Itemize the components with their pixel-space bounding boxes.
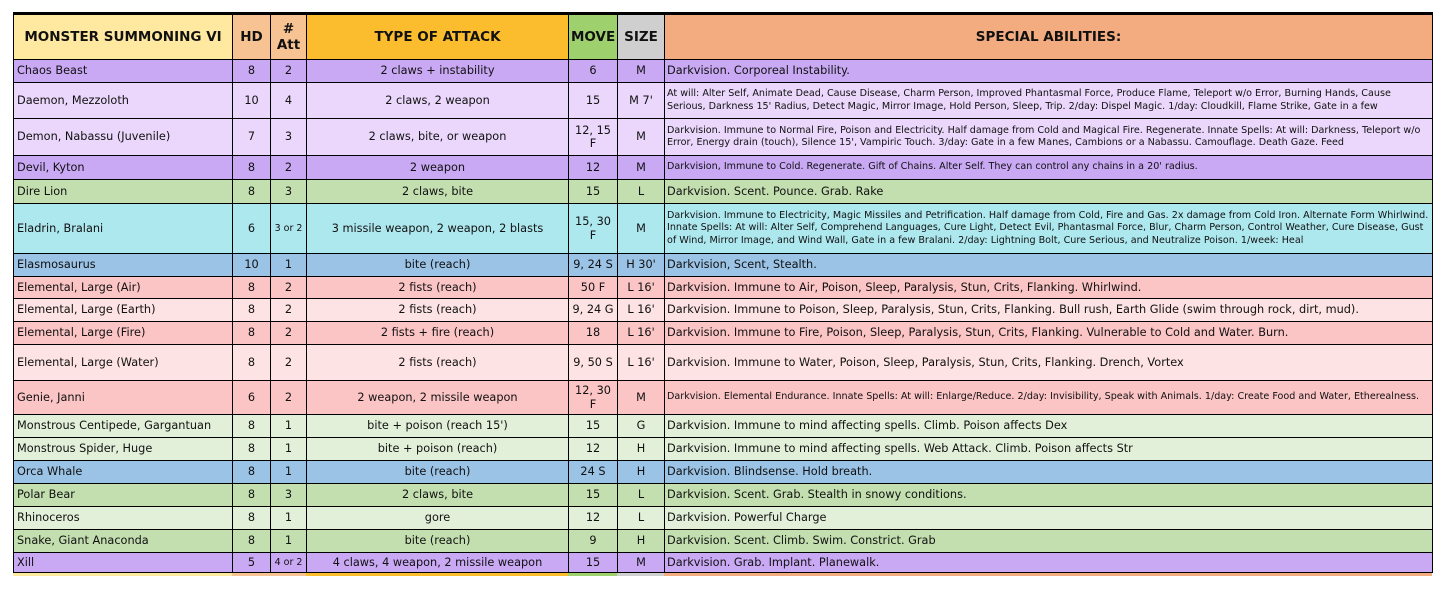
special-abilities-cell: Darkvision, Scent, Stealth.: [665, 254, 1433, 277]
attacks-cell: 2: [271, 381, 307, 415]
table-row: [14, 461, 1433, 484]
special-abilities-cell: Darkvision. Scent. Grab. Stealth in snowy conditions.: [665, 484, 1433, 507]
type-of-attack-cell: 2 fists (reach): [307, 277, 569, 299]
special-abilities-cell: Darkvision. Immune to Normal Fire, Poison and Electricity. Half damage from Cold and Magical Fire. Regenerate. Innate Spells: At will: Darkness, Teleport w/o Error, Energy drain (touch), Silence 15', Vampiric Touch. 3/day: Gate in a few Manes, Cambions or a Nabassu. Camouflage. Death Gaze. Feed: [665, 119, 1433, 156]
table-row: [14, 484, 1433, 507]
type-of-attack-cell: 4 claws, 4 weapon, 2 missile weapon: [307, 553, 569, 573]
size-cell: M 7': [618, 83, 665, 119]
hd-cell: 8: [233, 530, 271, 553]
table-row: [14, 507, 1433, 530]
type-of-attack-cell: 2 fists (reach): [307, 299, 569, 322]
move-cell: 6: [569, 60, 618, 83]
type-of-attack-cell: bite + poison (reach): [307, 438, 569, 461]
attacks-cell: 4 or 2: [271, 553, 307, 573]
type-of-attack-cell: 2 claws + instability: [307, 60, 569, 83]
size-cell: H: [618, 438, 665, 461]
table-row: [14, 415, 1433, 438]
table-row: [14, 156, 1433, 180]
special-abilities-cell: Darkvision. Immune to Air, Poison, Sleep, Paralysis, Stun, Crits, Flanking. Whirlwind.: [665, 277, 1433, 299]
table-row: [14, 254, 1433, 277]
monster-name-cell: Elemental, Large (Earth): [14, 299, 233, 322]
table-row: [14, 119, 1433, 156]
move-cell: 12, 30 F: [569, 381, 618, 415]
header-size: SIZE: [618, 14, 665, 60]
size-cell: M: [618, 553, 665, 573]
header-hd: HD: [233, 14, 271, 60]
move-cell: 9: [569, 530, 618, 553]
type-of-attack-cell: 2 weapon, 2 missile weapon: [307, 381, 569, 415]
type-of-attack-cell: 2 claws, bite: [307, 484, 569, 507]
special-abilities-cell: Darkvision. Immune to Fire, Poison, Sleep, Paralysis, Stun, Crits, Flanking. Vulnerable to Cold and Water. Burn.: [665, 322, 1433, 345]
size-cell: M: [618, 60, 665, 83]
type-of-attack-cell: 2 claws, bite, or weapon: [307, 119, 569, 156]
move-cell: 18: [569, 322, 618, 345]
attacks-cell: 1: [271, 461, 307, 484]
monster-name-cell: Eladrin, Bralani: [14, 204, 233, 254]
hd-cell: 8: [233, 322, 271, 345]
table-row: [14, 553, 1433, 573]
header-special-abilities: SPECIAL ABILITIES:: [665, 14, 1433, 60]
header-attacks: # Att: [271, 14, 307, 60]
size-cell: H: [618, 461, 665, 484]
move-cell: 9, 24 S: [569, 254, 618, 277]
bottom-color-strip: [13, 573, 1432, 576]
header-monster-name: MONSTER SUMMONING VI: [14, 14, 233, 60]
table-row: [14, 322, 1433, 345]
monster-summoning-table: [13, 12, 1433, 573]
table-row: [14, 277, 1433, 299]
monster-name-cell: Dire Lion: [14, 180, 233, 204]
attacks-cell: 2: [271, 277, 307, 299]
hd-cell: 5: [233, 553, 271, 573]
monster-name-cell: Devil, Kyton: [14, 156, 233, 180]
attacks-cell: 3: [271, 180, 307, 204]
special-abilities-cell: Darkvision. Scent. Pounce. Grab. Rake: [665, 180, 1433, 204]
special-abilities-cell: Darkvision. Immune to mind affecting spells. Web Attack. Climb. Poison affects Str: [665, 438, 1433, 461]
size-cell: M: [618, 119, 665, 156]
hd-cell: 8: [233, 484, 271, 507]
special-abilities-cell: Darkvision. Immune to mind affecting spells. Climb. Poison affects Dex: [665, 415, 1433, 438]
table-body: [14, 60, 1433, 573]
hd-cell: 8: [233, 180, 271, 204]
attacks-cell: 1: [271, 415, 307, 438]
size-cell: L 16': [618, 322, 665, 345]
hd-cell: 7: [233, 119, 271, 156]
special-abilities-cell: Darkvision. Immune to Poison, Sleep, Paralysis, Stun, Crits, Flanking. Bull rush, Earth Glide (swim through rock, dirt, mud).: [665, 299, 1433, 322]
move-cell: 15: [569, 83, 618, 119]
attacks-cell: 3 or 2: [271, 204, 307, 254]
header-row: [14, 14, 1433, 60]
size-cell: L: [618, 507, 665, 530]
move-cell: 12: [569, 438, 618, 461]
size-cell: G: [618, 415, 665, 438]
type-of-attack-cell: 2 fists (reach): [307, 345, 569, 381]
hd-cell: 10: [233, 83, 271, 119]
type-of-attack-cell: 2 weapon: [307, 156, 569, 180]
move-cell: 9, 24 G: [569, 299, 618, 322]
hd-cell: 8: [233, 438, 271, 461]
table-row: [14, 530, 1433, 553]
header-move: MOVE: [569, 14, 618, 60]
move-cell: 50 F: [569, 277, 618, 299]
type-of-attack-cell: 2 claws, bite: [307, 180, 569, 204]
monster-name-cell: Genie, Janni: [14, 381, 233, 415]
hd-cell: 8: [233, 507, 271, 530]
type-of-attack-cell: bite (reach): [307, 461, 569, 484]
type-of-attack-cell: 3 missile weapon, 2 weapon, 2 blasts: [307, 204, 569, 254]
size-cell: M: [618, 381, 665, 415]
special-abilities-cell: Darkvision. Elemental Endurance. Innate Spells: At will: Enlarge/Reduce. 2/day: Invisibility, Speak with Animals. 1/day: Create Food and Water, Etherealness.: [665, 381, 1433, 415]
move-cell: 15, 30 F: [569, 204, 618, 254]
attacks-cell: 3: [271, 119, 307, 156]
size-cell: L 16': [618, 345, 665, 381]
size-cell: M: [618, 204, 665, 254]
hd-cell: 6: [233, 381, 271, 415]
monster-name-cell: Xill: [14, 553, 233, 573]
size-cell: H 30': [618, 254, 665, 277]
table-row: [14, 60, 1433, 83]
special-abilities-cell: Darkvision. Immune to Electricity, Magic Missiles and Petrification. Half damage from Cold, Fire and Gas. 2x damage from Cold Iron. Alternate Form Whirlwind. Innate Spells: At will: Alter Self, Comprehend Languages, Cure Light, Detect Evil, Phantasmal Force, Blur, Charm Person, Control Weather, Cure Disease, Gust of Wind, Mirror Image, and Wind Wall, Gate in a few Bralani. 2/day: Lightning Bolt, Cure Serious, and Neutralize Poison. 1/week: Heal: [665, 204, 1433, 254]
special-abilities-cell: Darkvision. Powerful Charge: [665, 507, 1433, 530]
attacks-cell: 2: [271, 322, 307, 345]
size-cell: L 16': [618, 277, 665, 299]
type-of-attack-cell: 2 claws, 2 weapon: [307, 83, 569, 119]
monster-name-cell: Demon, Nabassu (Juvenile): [14, 119, 233, 156]
special-abilities-cell: Darkvision, Immune to Cold. Regenerate. Gift of Chains. Alter Self. They can control any chains in a 20' radius.: [665, 156, 1433, 180]
special-abilities-cell: At will: Alter Self, Animate Dead, Cause Disease, Charm Person, Improved Phantasmal Force, Produce Flame, Teleport w/o Error, Burning Hands, Cause Serious, Darkness 15' Radius, Detect Magic, Mirror Image, Hold Person, Sleep, Trip. 2/day: Dispel Magic. 1/day: Cloudkill, Flame Strike, Gate in a few: [665, 83, 1433, 119]
move-cell: 12, 15 F: [569, 119, 618, 156]
move-cell: 15: [569, 553, 618, 573]
monster-name-cell: Snake, Giant Anaconda: [14, 530, 233, 553]
header-type-of-attack: TYPE OF ATTACK: [307, 14, 569, 60]
type-of-attack-cell: 2 fists + fire (reach): [307, 322, 569, 345]
attacks-cell: 3: [271, 484, 307, 507]
type-of-attack-cell: gore: [307, 507, 569, 530]
move-cell: 12: [569, 507, 618, 530]
size-cell: L: [618, 484, 665, 507]
move-cell: 15: [569, 180, 618, 204]
special-abilities-cell: Darkvision. Blindsense. Hold breath.: [665, 461, 1433, 484]
monster-name-cell: Rhinoceros: [14, 507, 233, 530]
hd-cell: 8: [233, 415, 271, 438]
move-cell: 15: [569, 415, 618, 438]
attacks-cell: 2: [271, 345, 307, 381]
table-row: [14, 83, 1433, 119]
attacks-cell: 1: [271, 254, 307, 277]
monster-name-cell: Orca Whale: [14, 461, 233, 484]
size-cell: L 16': [618, 299, 665, 322]
move-cell: 15: [569, 484, 618, 507]
monster-name-cell: Daemon, Mezzoloth: [14, 83, 233, 119]
size-cell: L: [618, 180, 665, 204]
monster-name-cell: Chaos Beast: [14, 60, 233, 83]
hd-cell: 8: [233, 345, 271, 381]
attacks-cell: 2: [271, 60, 307, 83]
monster-name-cell: Elemental, Large (Air): [14, 277, 233, 299]
hd-cell: 10: [233, 254, 271, 277]
type-of-attack-cell: bite + poison (reach 15'): [307, 415, 569, 438]
attacks-cell: 4: [271, 83, 307, 119]
special-abilities-cell: Darkvision. Scent. Climb. Swim. Constrict. Grab: [665, 530, 1433, 553]
move-cell: 9, 50 S: [569, 345, 618, 381]
type-of-attack-cell: bite (reach): [307, 530, 569, 553]
hd-cell: 6: [233, 204, 271, 254]
monster-name-cell: Elasmosaurus: [14, 254, 233, 277]
table-row: [14, 438, 1433, 461]
monster-name-cell: Elemental, Large (Water): [14, 345, 233, 381]
special-abilities-cell: Darkvision. Corporeal Instability.: [665, 60, 1433, 83]
attacks-cell: 2: [271, 156, 307, 180]
attacks-cell: 1: [271, 530, 307, 553]
hd-cell: 8: [233, 156, 271, 180]
table-row: [14, 204, 1433, 254]
hd-cell: 8: [233, 461, 271, 484]
table-row: [14, 299, 1433, 322]
hd-cell: 8: [233, 60, 271, 83]
hd-cell: 8: [233, 277, 271, 299]
type-of-attack-cell: bite (reach): [307, 254, 569, 277]
size-cell: H: [618, 530, 665, 553]
monster-name-cell: Elemental, Large (Fire): [14, 322, 233, 345]
move-cell: 24 S: [569, 461, 618, 484]
table-row: [14, 381, 1433, 415]
size-cell: M: [618, 156, 665, 180]
table-row: [14, 180, 1433, 204]
monster-name-cell: Monstrous Centipede, Gargantuan: [14, 415, 233, 438]
monster-name-cell: Polar Bear: [14, 484, 233, 507]
attacks-cell: 2: [271, 299, 307, 322]
special-abilities-cell: Darkvision. Immune to Water, Poison, Sleep, Paralysis, Stun, Crits, Flanking. Drench, Vortex: [665, 345, 1433, 381]
attacks-cell: 1: [271, 507, 307, 530]
attacks-cell: 1: [271, 438, 307, 461]
hd-cell: 8: [233, 299, 271, 322]
move-cell: 12: [569, 156, 618, 180]
monster-name-cell: Monstrous Spider, Huge: [14, 438, 233, 461]
table-row: [14, 345, 1433, 381]
special-abilities-cell: Darkvision. Grab. Implant. Planewalk.: [665, 553, 1433, 573]
